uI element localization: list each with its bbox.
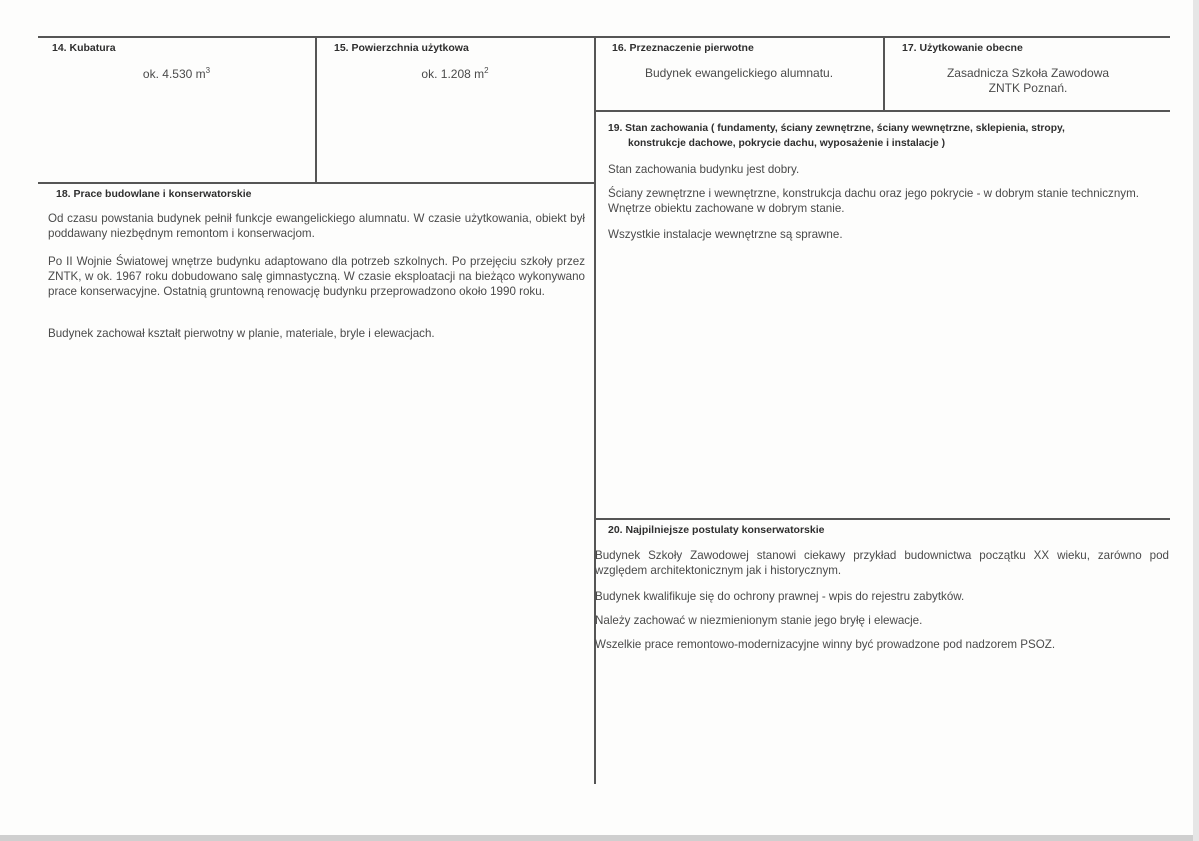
field-16-label: 16. Przeznaczenie pierwotne (612, 42, 754, 54)
field-19-label-line1: 19. Stan zachowania ( fundamenty, ściany zewnętrzne, ściany wewnętrzne, sklepienia, stropy, (608, 123, 1065, 134)
scan-edge-right (1193, 0, 1199, 841)
rule-above-20 (594, 518, 1170, 520)
field-17-value-line1: Zasadnicza Szkoła Zawodowa (946, 66, 1110, 80)
field-18-para-3: Budynek zachował kształt pierwotny w planie, materiale, bryle i elewacjach. (48, 327, 435, 340)
field-18-para-1: Od czasu powstania budynek pełnił funkcje ewangelickiego alumnatu. W czasie użytkowania, obiekt był poddawany niezbędnym remontom i konserwacjom. (48, 212, 585, 240)
divider-16-17 (883, 36, 885, 111)
field-15-label: 15. Powierzchnia użytkowa (334, 42, 469, 54)
field-15-value-text: ok. 1.208 m (421, 67, 485, 81)
field-20-label: 20. Najpilniejsze postulaty konserwatorskie (608, 524, 825, 536)
field-18-para-2: Po II Wojnie Światowej wnętrze budynku adaptowano dla potrzeb szkolnych. Po przejęciu szkoły przez ZNTK, w ok. 1967 roku dobudowano salę gimnastyczną. W czasie eksploatacji na bieżąco wykonywano prace konserwacyjne. Ostatnią gruntowną renowację budynku przeprowadzono około 1990 roku. (48, 255, 585, 298)
field-17-value-line2: ZNTK Poznań. (988, 81, 1068, 95)
field-19-para-2: Ściany zewnętrzne i wewnętrzne, konstrukcja dachu oraz jego pokrycie - w dobrym stanie technicznym. Wnętrze obiektu zachowane w dobrym stanie. (608, 187, 1139, 215)
field-14-label: 14. Kubatura (52, 42, 116, 54)
field-15-unit-exponent: 2 (484, 66, 489, 75)
rule-above-19 (594, 110, 1170, 112)
field-14-value-text: ok. 4.530 m (142, 67, 206, 81)
field-18-label: 18. Prace budowlane i konserwatorskie (56, 188, 252, 200)
scan-edge-bottom (0, 835, 1199, 841)
top-rule (38, 36, 1170, 38)
field-17-value (886, 66, 1170, 96)
field-19-para-1: Stan zachowania budynku jest dobry. (608, 163, 800, 176)
rule-above-18 (38, 182, 595, 184)
center-divider (594, 36, 596, 784)
field-20-para-4: Wszelkie prace remontowo-modernizacyjne winny być prowadzone pod nadzorem PSOZ. (595, 638, 1056, 651)
field-16-value: Budynek ewangelickiego alumnatu. (644, 66, 834, 80)
field-19-label-line2: konstrukcje dachowe, pokrycie dachu, wyposażenie i instalacje ) (628, 138, 946, 149)
field-14-value (40, 66, 313, 81)
field-20-para-1: Budynek Szkoły Zawodowej stanowi ciekawy przykład budownictwa początku XX wieku, zarówno pod względem architektonicznym jak i historycznym. (595, 549, 1169, 577)
field-15-value (318, 66, 592, 81)
field-20-para-3: Należy zachować w niezmienionym stanie jego bryłę i elewacje. (595, 614, 923, 627)
field-20-para-2: Budynek kwalifikuje się do ochrony prawnej - wpis do rejestru zabytków. (595, 590, 965, 603)
field-17-label: 17. Użytkowanie obecne (902, 42, 1023, 54)
divider-14-15 (315, 36, 317, 183)
field-19-para-3: Wszystkie instalacje wewnętrzne są sprawne. (608, 228, 843, 241)
field-14-unit-exponent: 3 (205, 66, 211, 75)
